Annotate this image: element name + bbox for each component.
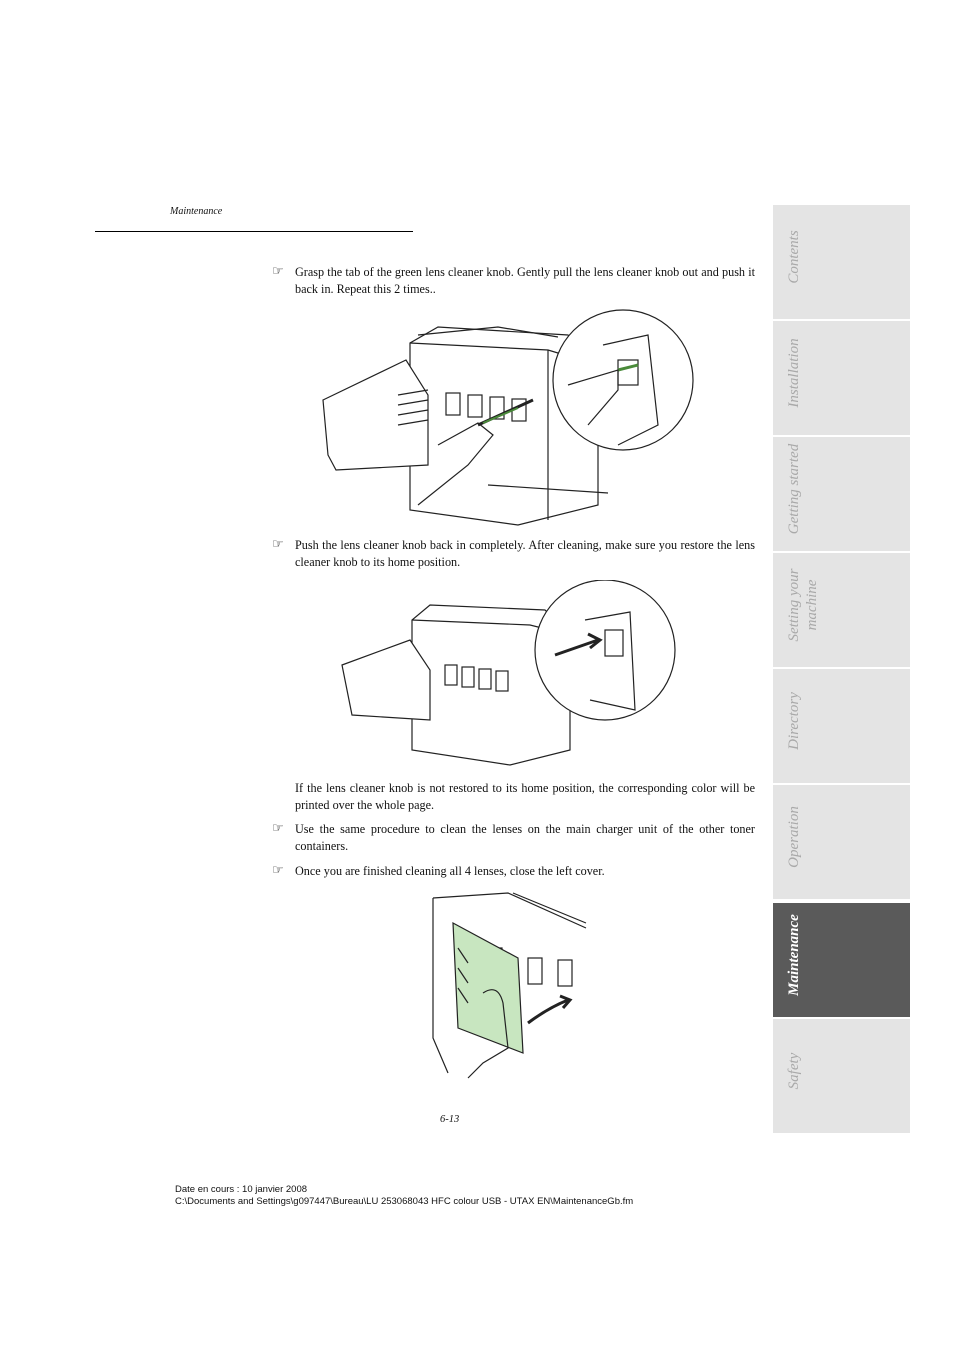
step-1-text: Grasp the tab of the green lens cleaner knob. Gently pull the lens cleaner knob out and push it back in. Repeat this 2 times.. <box>295 265 755 296</box>
header-rule <box>95 231 413 232</box>
illustration-pull-lens-cleaner <box>318 305 698 530</box>
pointing-hand-icon: ☞ <box>272 537 284 552</box>
tab-label: Getting started <box>786 443 802 535</box>
tab-installation[interactable] <box>773 321 910 435</box>
pointing-hand-icon: ☞ <box>272 821 284 836</box>
step-3-text: Use the same procedure to clean the lenses on the main charger unit of the other toner containers. <box>295 822 755 853</box>
tab-getting-started[interactable] <box>773 437 910 551</box>
pointing-hand-icon: ☞ <box>272 863 284 878</box>
tab-label: Setting your machine <box>786 568 820 642</box>
step-2 <box>272 537 755 571</box>
step-4-text: Once you are finished cleaning all 4 lenses, close the left cover. <box>295 864 605 878</box>
running-header: Maintenance <box>170 206 223 217</box>
step-4 <box>272 863 755 880</box>
tab-label: Directory <box>786 692 802 750</box>
step-1 <box>272 264 755 298</box>
tab-maintenance[interactable] <box>773 903 910 1017</box>
note-text: If the lens cleaner knob is not restored to its home position, the corresponding color will be printed over the whole page. <box>295 781 755 812</box>
tab-setting-your-machine[interactable] <box>773 553 910 667</box>
illustration-push-lens-cleaner <box>340 580 680 775</box>
tab-label: Operation <box>786 806 802 868</box>
tab-operation[interactable] <box>773 785 910 899</box>
tab-label: Installation <box>786 338 802 408</box>
tab-contents[interactable] <box>773 205 910 319</box>
tab-directory[interactable] <box>773 669 910 783</box>
pointing-hand-icon: ☞ <box>272 264 284 279</box>
illustration-close-left-cover <box>428 888 588 1080</box>
step-2-text: Push the lens cleaner knob back in completely. After cleaning, make sure you restore the lens cleaner knob to its home position. <box>295 538 755 569</box>
tab-safety[interactable] <box>773 1019 910 1133</box>
footer-path: C:\Documents and Settings\g097447\Bureau\LU 253068043 HFC colour USB - UTAX EN\MaintenanceGb.fm <box>175 1196 634 1207</box>
tab-label: Maintenance <box>786 914 802 996</box>
tab-label: Safety <box>786 1052 802 1090</box>
page-number: 6-13 <box>440 1114 460 1125</box>
footer <box>175 1184 633 1208</box>
step-3 <box>272 821 755 855</box>
tab-label: Contents <box>786 230 802 284</box>
footer-date: Date en cours : 10 janvier 2008 <box>175 1184 308 1195</box>
